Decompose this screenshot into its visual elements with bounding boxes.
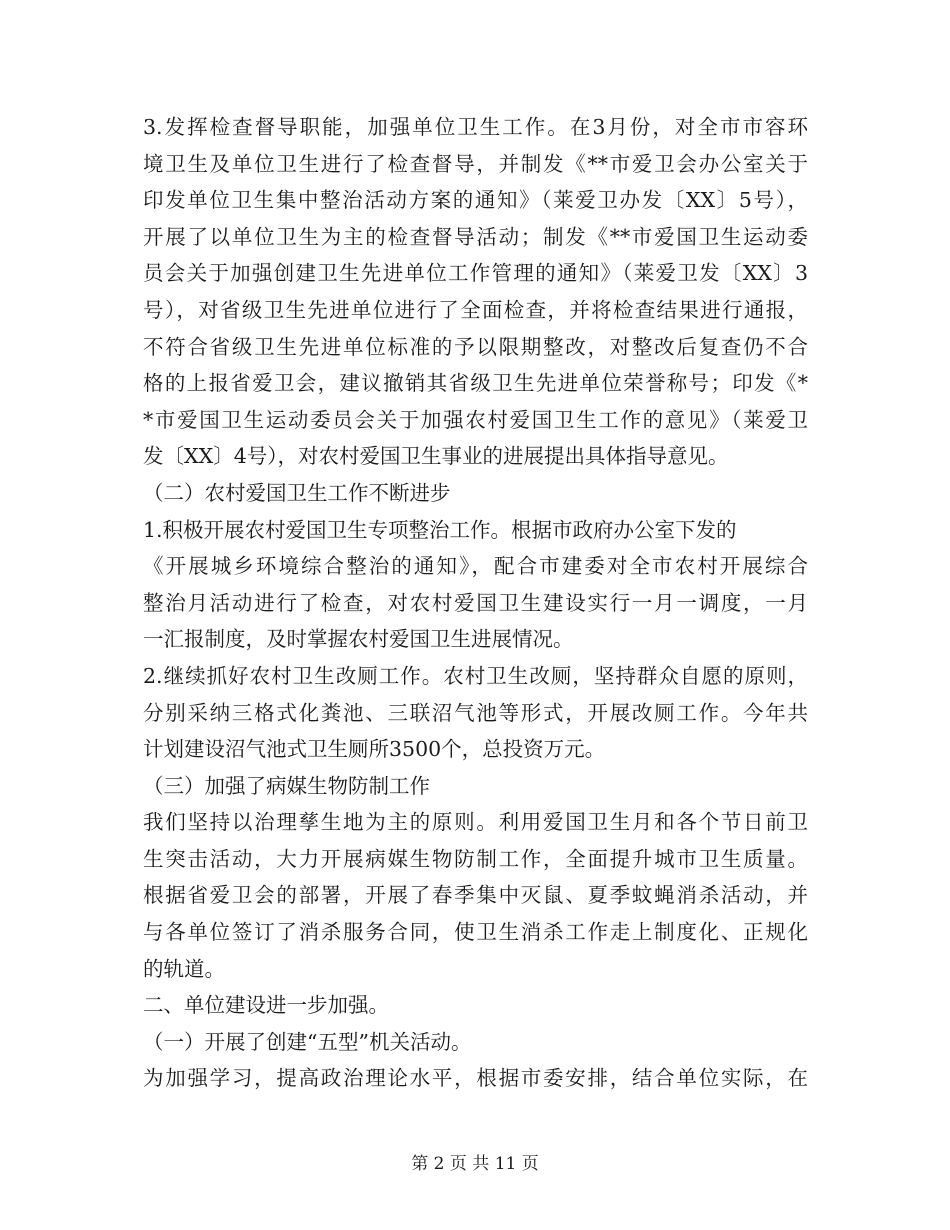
body-text-line: 计划建设沼气池式卫生厕所3500个，总投资万元。	[143, 737, 606, 762]
document-body	[143, 109, 808, 1097]
body-text-line: （二）农村爱国卫生工作不断进步	[143, 480, 451, 505]
body-text-line: *市爱国卫生运动委员会关于加强农村爱国卫生工作的意见》（莱爱卫	[143, 407, 808, 432]
body-text-line: 2.继续抓好农村卫生改厕工作。农村卫生改厕，坚持群众自愿的原则，	[143, 663, 808, 688]
body-text-line: 分别采纳三格式化粪池、三联沼气池等形式，开展改厕工作。今年共	[143, 700, 808, 725]
body-text-line: 我们坚持以治理孳生地为主的原则。利用爱国卫生月和各个节日前卫	[143, 810, 808, 835]
body-text-line: 为加强学习，提高政治理论水平，根据市委安排，结合单位实际，在	[143, 1066, 808, 1091]
body-text-line: 3.发挥检查督导职能，加强单位卫生工作。在3月份，对全市市容环	[143, 115, 808, 139]
body-text-line: 生突击活动，大力开展病媒生物防制工作，全面提升城市卫生质量。	[143, 846, 808, 871]
body-text-line: （三）加强了病媒生物防制工作	[143, 773, 430, 798]
body-text-line: 整治月活动进行了检查，对农村爱国卫生建设实行一月一调度，一月	[143, 590, 808, 615]
body-text-line: 号），对省级卫生先进单位进行了全面检查，并将检查结果进行通报，	[143, 297, 808, 322]
body-text-line: （一）开展了创建“五型”机关活动。	[143, 1029, 472, 1054]
body-text-line: 《开展城乡环境综合整治的通知》，配合市建委对全市农村开展综合	[143, 554, 808, 579]
body-text-line: 一汇报制度，及时掌握农村爱国卫生进展情况。	[143, 627, 574, 652]
body-text-line: 1.积极开展农村爱国卫生专项整治工作。根据市政府办公室下发的	[143, 517, 737, 542]
page-number-footer: 第 2 页 共 11 页	[411, 1154, 539, 1174]
body-text-line: 开展了以单位卫生为主的检查督导活动；制发《**市爱国卫生运动委	[143, 224, 808, 249]
body-text-line: 不符合省级卫生先进单位标准的予以限期整改，对整改后复查仍不合	[143, 334, 808, 359]
body-text-line: 二、单位建设进一步加强。	[143, 993, 389, 1018]
body-text-line: 境卫生及单位卫生进行了检查督导，并制发《**市爱卫会办公室关于	[143, 151, 808, 176]
body-text-line: 员会关于加强创建卫生先进单位工作管理的通知》（莱爱卫发〔XX〕3	[143, 261, 808, 286]
body-text-line: 发〔XX〕4号），对农村爱国卫生事业的进展提出具体指导意见。	[143, 444, 729, 469]
body-text-line: 格的上报省爱卫会，建议撤销其省级卫生先进单位荣誉称号；印发《*	[143, 371, 808, 396]
body-text-line: 根据省爱卫会的部署，开展了春季集中灭鼠、夏季蚊蝇消杀活动，并	[143, 883, 808, 908]
body-text-line: 印发单位卫生集中整治活动方案的通知》（莱爱卫办发〔XX〕5号），	[143, 188, 808, 213]
body-text-line: 的轨道。	[143, 956, 225, 981]
body-text-line: 与各单位签订了消杀服务合同，使卫生消杀工作走上制度化、正规化	[143, 920, 808, 945]
